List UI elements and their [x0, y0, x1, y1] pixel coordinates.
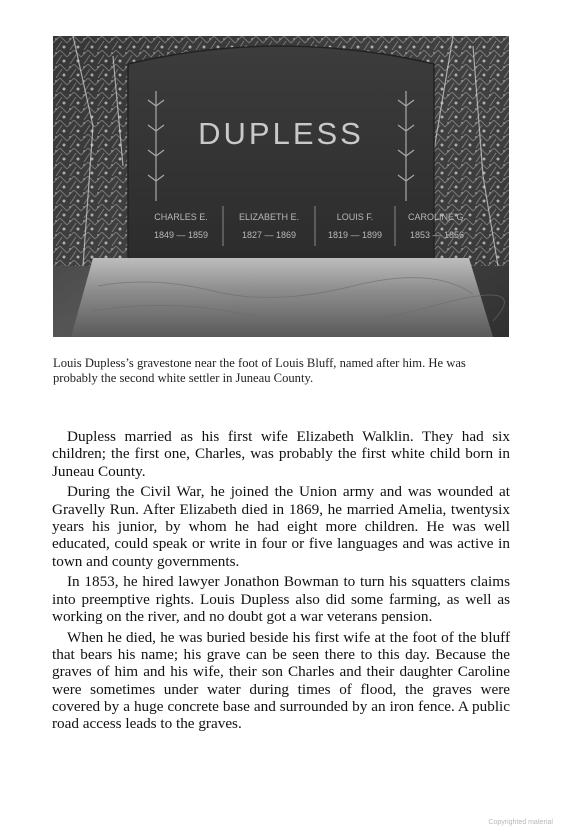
years-inscription: 1827 — 1869: [241, 230, 297, 240]
copyright-watermark: Copyrighted material: [488, 819, 553, 826]
name-inscription: CAROLINE G.: [407, 212, 467, 222]
name-inscription: LOUIS F.: [336, 212, 374, 222]
article-body: [52, 428, 510, 736]
name-inscription: ELIZABETH E.: [238, 212, 300, 222]
years-inscription: 1849 — 1859: [153, 230, 209, 240]
years-inscription: 1853 — 1856: [409, 230, 465, 240]
photo-caption: Louis Dupless’s gravestone near the foot of Louis Bluff, named after him. He was probably the second white settler in Juneau County.: [53, 356, 466, 385]
gravestone-image: [53, 36, 509, 337]
years-inscription: 1819 — 1899: [327, 230, 383, 240]
paragraph: Dupless married as his first wife Elizabeth Walklin. They had six children; the first one, Charles, was probably the first white child born in Juneau County.: [52, 428, 510, 480]
paragraph: When he died, he was buried beside his first wife at the foot of the bluff that bears his name; his grave can be seen there to this day. Because the graves of him and his wife, their son Charles and their daughter Caroline were sometimes under water during times of flood, the graves were covered by a huge concrete base and surrounded by an iron fence. A public road access leads to the graves.: [52, 628, 510, 733]
gravestone-photo: [53, 36, 509, 337]
name-inscription: CHARLES E.: [154, 212, 208, 222]
surname-inscription: DUPLESS: [198, 116, 364, 151]
paragraph: In 1853, he hired lawyer Jonathon Bowman to turn his squatters claims into preemptive rights. Louis Dupless also did some farming, as well as working on the river, and no doubt got a war veterans pension.: [52, 573, 510, 625]
paragraph: During the Civil War, he joined the Union army and was wounded at Gravelly Run. After Elizabeth died in 1869, he married Amelia, twentysix years his junior, by whom he had eight more children. He was well educated, could speak or write in four or five languages and was active in town and county governments.: [52, 483, 510, 570]
